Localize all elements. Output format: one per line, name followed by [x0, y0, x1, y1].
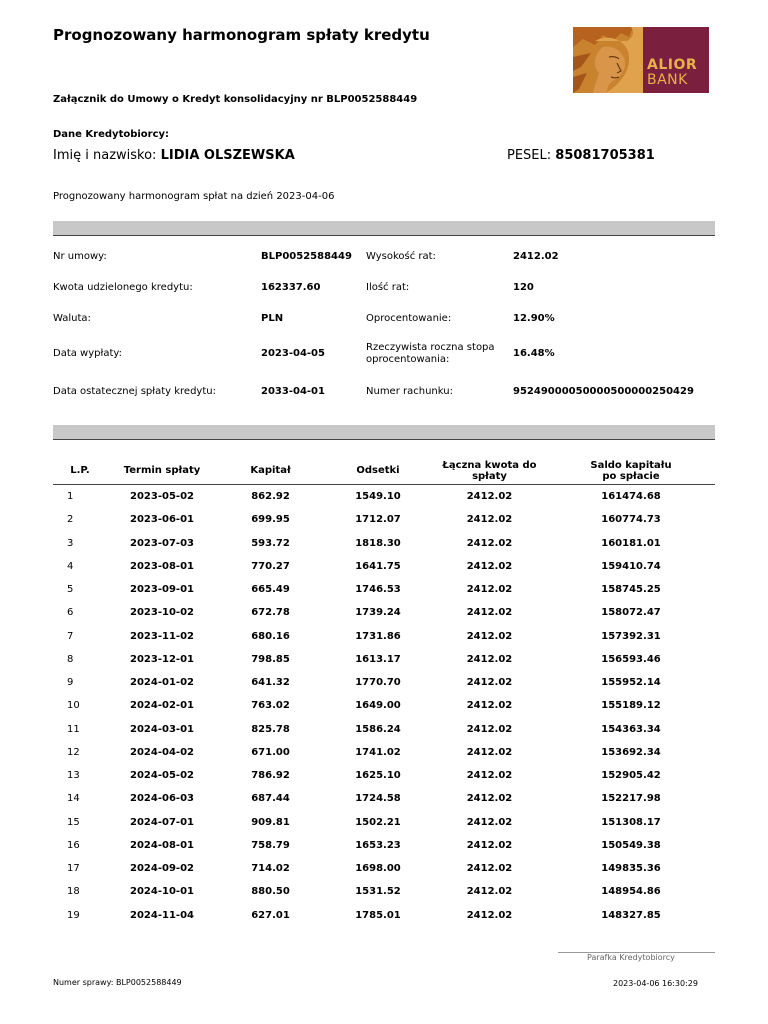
cell-total: 2412.02 — [466, 700, 513, 712]
table-row — [53, 834, 715, 857]
amount-value: 162337.60 — [261, 282, 321, 293]
table-row — [53, 532, 715, 555]
signature-label: Parafka Kredytobiorcy — [587, 953, 675, 962]
cell-lp: 19 — [67, 909, 80, 921]
cell-date: 2024-05-02 — [130, 770, 194, 782]
contract-value: BLP0052588449 — [261, 251, 352, 262]
col-balance — [547, 457, 715, 485]
col-total-line2: spłaty — [472, 470, 507, 482]
cell-date: 2023-11-02 — [130, 630, 194, 642]
cell-date: 2023-12-01 — [130, 653, 194, 665]
cell-lp: 2 — [67, 514, 74, 526]
rrso-label-line2: oprocentowania: — [366, 354, 450, 365]
cell-interest: 1770.70 — [355, 677, 401, 689]
cell-balance: 148954.86 — [601, 886, 661, 898]
cell-interest: 1649.00 — [355, 700, 401, 712]
table-row — [53, 601, 715, 624]
cell-capital: 593.72 — [251, 537, 290, 549]
borrower-name-row — [53, 148, 295, 163]
cell-lp: 18 — [67, 886, 80, 898]
name-value: LIDIA OLSZEWSKA — [160, 148, 295, 163]
cell-total: 2412.02 — [466, 863, 513, 875]
cell-capital: 786.92 — [251, 770, 290, 782]
rrso-label-line1: Rzeczywista roczna stopa — [366, 342, 495, 353]
cell-balance: 150549.38 — [601, 839, 661, 851]
amount-label: Kwota udzielonego kredytu: — [53, 282, 193, 293]
table-row — [53, 880, 715, 903]
cell-total: 2412.02 — [466, 770, 513, 782]
cell-lp: 9 — [67, 677, 74, 689]
cell-total: 2412.02 — [466, 607, 513, 619]
name-label: Imię i nazwisko: — [53, 148, 157, 163]
table-row — [53, 741, 715, 764]
count-value: 120 — [513, 282, 534, 293]
table-row — [53, 764, 715, 787]
rate-label: Oprocentowanie: — [366, 313, 452, 324]
document-title: Prognozowany harmonogram spłaty kredytu — [53, 26, 430, 44]
cell-capital: 763.02 — [251, 700, 290, 712]
section-divider-bar — [53, 221, 715, 236]
col-total-line1: Łączna kwota do — [442, 459, 537, 471]
cell-interest: 1502.21 — [355, 816, 401, 828]
cell-date: 2024-03-01 — [130, 723, 194, 735]
schedule-divider-bar — [53, 425, 715, 440]
cell-lp: 5 — [67, 584, 74, 596]
cell-interest: 1712.07 — [355, 514, 401, 526]
cell-capital: 825.78 — [251, 723, 290, 735]
col-interest: Odsetki — [324, 457, 432, 485]
col-total — [432, 457, 547, 485]
cell-date: 2024-07-01 — [130, 816, 194, 828]
table-row — [53, 904, 715, 927]
cell-total: 2412.02 — [466, 746, 513, 758]
cell-balance: 153692.34 — [601, 746, 661, 758]
table-row — [53, 578, 715, 601]
annex-line: Załącznik do Umowy o Kredyt konsolidacyjny nr BLP0052588449 — [53, 94, 418, 105]
cell-capital: 770.27 — [251, 560, 290, 572]
rrso-value: 16.48% — [513, 348, 555, 359]
cell-interest: 1653.23 — [355, 839, 401, 851]
cell-lp: 13 — [67, 770, 80, 782]
table-row — [53, 718, 715, 741]
cell-interest: 1698.00 — [355, 863, 401, 875]
cell-total: 2412.02 — [466, 491, 513, 503]
cell-balance: 158745.25 — [601, 584, 661, 596]
cell-capital: 880.50 — [251, 886, 290, 898]
col-balance-line1: Saldo kapitału — [590, 459, 672, 471]
installment-value: 2412.02 — [513, 251, 559, 262]
cell-date: 2024-06-03 — [130, 793, 194, 805]
installment-label: Wysokość rat: — [366, 251, 436, 262]
table-row — [53, 857, 715, 880]
cell-date: 2024-09-02 — [130, 863, 194, 875]
cell-total: 2412.02 — [466, 653, 513, 665]
rate-value: 12.90% — [513, 313, 555, 324]
cell-total: 2412.02 — [466, 584, 513, 596]
cell-lp: 8 — [67, 653, 74, 665]
cell-capital: 641.32 — [251, 677, 290, 689]
currency-label: Waluta: — [53, 313, 91, 324]
cell-capital: 714.02 — [251, 863, 290, 875]
cell-interest: 1746.53 — [355, 584, 401, 596]
cell-total: 2412.02 — [466, 560, 513, 572]
cell-lp: 11 — [67, 723, 80, 735]
table-row — [53, 811, 715, 834]
cell-lp: 12 — [67, 746, 80, 758]
cell-date: 2024-11-04 — [130, 909, 194, 921]
cell-lp: 15 — [67, 816, 80, 828]
table-row — [53, 625, 715, 648]
cell-total: 2412.02 — [466, 677, 513, 689]
cell-interest: 1531.52 — [355, 886, 401, 898]
cell-balance: 159410.74 — [601, 560, 661, 572]
cell-balance: 160181.01 — [601, 537, 661, 549]
col-lp: L.P. — [53, 457, 107, 485]
rrso-label — [366, 342, 495, 366]
table-row — [53, 787, 715, 810]
cell-lp: 14 — [67, 793, 80, 805]
alior-bank-logo — [573, 27, 709, 93]
cell-date: 2023-05-02 — [130, 491, 194, 503]
cell-balance: 156593.46 — [601, 653, 661, 665]
cell-capital: 798.85 — [251, 653, 290, 665]
table-row — [53, 648, 715, 671]
cell-interest: 1785.01 — [355, 909, 401, 921]
cell-date: 2024-01-02 — [130, 677, 194, 689]
cell-capital: 862.92 — [251, 491, 290, 503]
cell-capital: 699.95 — [251, 514, 290, 526]
col-capital: Kapitał — [217, 457, 324, 485]
cell-interest: 1731.86 — [355, 630, 401, 642]
cell-capital: 671.00 — [251, 746, 290, 758]
cell-interest: 1741.02 — [355, 746, 401, 758]
pesel-label: PESEL: — [507, 148, 552, 163]
borrower-header: Dane Kredytobiorcy: — [53, 129, 170, 140]
cell-interest: 1739.24 — [355, 607, 401, 619]
cell-date: 2023-08-01 — [130, 560, 194, 572]
cell-lp: 4 — [67, 560, 74, 572]
cell-date: 2024-02-01 — [130, 700, 194, 712]
cell-balance: 155952.14 — [601, 677, 661, 689]
cell-balance: 152905.42 — [601, 770, 661, 782]
logo-text-bank: BANK — [647, 72, 688, 88]
cell-total: 2412.02 — [466, 630, 513, 642]
cell-lp: 16 — [67, 839, 80, 851]
cell-interest: 1625.10 — [355, 770, 401, 782]
cell-capital: 627.01 — [251, 909, 290, 921]
last-payment-value: 2033-04-01 — [261, 386, 325, 397]
cell-balance: 155189.12 — [601, 700, 661, 712]
repayment-schedule-table — [53, 457, 715, 927]
table-row — [53, 555, 715, 578]
currency-value: PLN — [261, 313, 284, 324]
col-date: Termin spłaty — [107, 457, 217, 485]
cell-total: 2412.02 — [466, 839, 513, 851]
cell-balance: 152217.98 — [601, 793, 661, 805]
schedule-header-row — [53, 457, 715, 485]
payout-value: 2023-04-05 — [261, 348, 325, 359]
account-label: Numer rachunku: — [366, 386, 453, 397]
cell-balance: 161474.68 — [601, 491, 661, 503]
cell-date: 2023-07-03 — [130, 537, 194, 549]
cell-balance: 160774.73 — [601, 514, 661, 526]
cell-total: 2412.02 — [466, 793, 513, 805]
cell-lp: 6 — [67, 607, 74, 619]
cell-date: 2024-04-02 — [130, 746, 194, 758]
cell-balance: 151308.17 — [601, 816, 661, 828]
account-value: 95249000050000500000250429 — [513, 386, 694, 397]
cell-date: 2023-10-02 — [130, 607, 194, 619]
cell-total: 2412.02 — [466, 537, 513, 549]
print-timestamp: 2023-04-06 16:30:29 — [613, 979, 698, 988]
cell-interest: 1613.17 — [355, 653, 401, 665]
case-number: Numer sprawy: BLP0052588449 — [53, 978, 182, 987]
cell-total: 2412.02 — [466, 909, 513, 921]
cell-balance: 148327.85 — [601, 909, 661, 921]
cell-total: 2412.02 — [466, 816, 513, 828]
payout-label: Data wypłaty: — [53, 348, 122, 359]
count-label: Ilość rat: — [366, 282, 410, 293]
cell-balance: 154363.34 — [601, 723, 661, 735]
cell-total: 2412.02 — [466, 886, 513, 898]
cell-lp: 10 — [67, 700, 80, 712]
cell-date: 2023-09-01 — [130, 584, 194, 596]
contract-label: Nr umowy: — [53, 251, 107, 262]
cell-balance: 158072.47 — [601, 607, 661, 619]
cell-capital: 680.16 — [251, 630, 290, 642]
cell-lp: 17 — [67, 863, 80, 875]
cell-interest: 1818.30 — [355, 537, 401, 549]
cell-capital: 758.79 — [251, 839, 290, 851]
pesel-row — [507, 148, 655, 163]
cell-date: 2024-10-01 — [130, 886, 194, 898]
table-row — [53, 694, 715, 717]
cell-capital: 687.44 — [251, 793, 290, 805]
cell-lp: 1 — [67, 491, 74, 503]
table-row — [53, 485, 715, 509]
cell-capital: 909.81 — [251, 816, 290, 828]
col-balance-line2: po spłacie — [602, 470, 660, 482]
cell-lp: 3 — [67, 537, 74, 549]
last-payment-label: Data ostatecznej spłaty kredytu: — [53, 386, 216, 397]
cell-total: 2412.02 — [466, 723, 513, 735]
forecast-date-line: Prognozowany harmonogram spłat na dzień 2023-04-06 — [53, 191, 335, 202]
cell-date: 2023-06-01 — [130, 514, 194, 526]
cell-date: 2024-08-01 — [130, 839, 194, 851]
cell-lp: 7 — [67, 630, 74, 642]
table-row — [53, 671, 715, 694]
cell-capital: 672.78 — [251, 607, 290, 619]
cell-interest: 1549.10 — [355, 491, 401, 503]
logo-text-alior: ALIOR — [647, 57, 698, 73]
cell-balance: 149835.36 — [601, 863, 661, 875]
cell-balance: 157392.31 — [601, 630, 661, 642]
cell-interest: 1586.24 — [355, 723, 401, 735]
pesel-value: 85081705381 — [555, 148, 655, 163]
table-row — [53, 508, 715, 531]
cell-capital: 665.49 — [251, 584, 290, 596]
cell-interest: 1641.75 — [355, 560, 401, 572]
cell-total: 2412.02 — [466, 514, 513, 526]
cell-interest: 1724.58 — [355, 793, 401, 805]
